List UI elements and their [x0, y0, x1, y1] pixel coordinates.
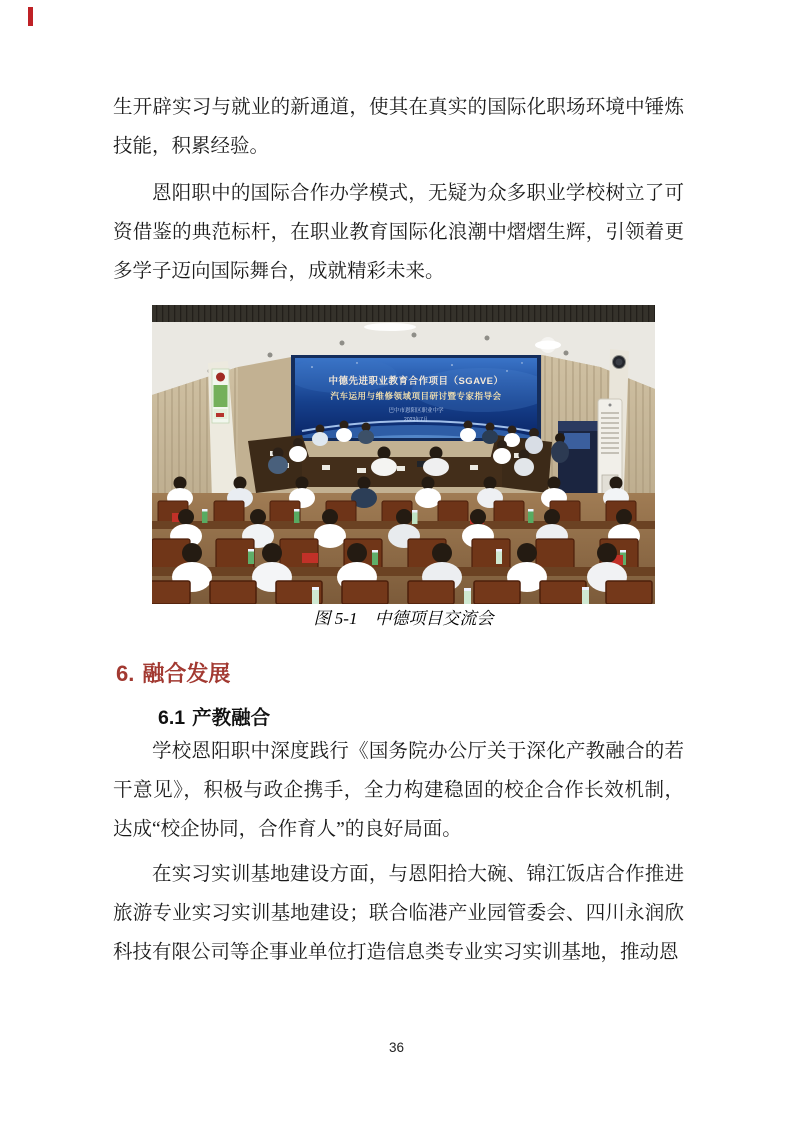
- paragraph-training-bases: 在实习实训基地建设方面，与恩阳拾大碗、锦江饭店合作推进旅游专业实习实训基地建设；联合临港产业园管委会、四川永润欣科技有限公司等企事业单位打造信息类专业实习实训基地，推动恩: [113, 864, 684, 963]
- subsection-heading-6-1: [158, 706, 270, 731]
- subsection-number: 6.1: [158, 707, 186, 729]
- figure-caption: 图 5-1 中德项目交流会: [313, 609, 494, 628]
- section-title: 融合发展: [142, 661, 231, 686]
- section-number: 6.: [116, 661, 135, 686]
- paragraph-industry-education: 学校恩阳职中深度践行《国务院办公厅关于深化产教融合的若干意见》，积极与政企携手，全力构建稳固的校企合作长效机制，达成“校企协同，合作育人”的良好局面。: [113, 741, 684, 840]
- section-heading-6: [116, 660, 230, 688]
- red-edit-mark: [28, 7, 33, 26]
- page-number: 36: [388, 1040, 405, 1055]
- screen-title-line1: 中德先进职业教育合作项目（SGAVE）: [328, 376, 504, 387]
- paragraph-internship-channel: 生开辟实习与就业的新通道，使其在真实的国际化职场环境中锤炼技能，积累经验。: [113, 97, 684, 157]
- ceiling-grille: [152, 305, 655, 322]
- screen-subtitle-line4: 2023年7月: [404, 417, 428, 423]
- meeting-room-photo: [152, 305, 655, 604]
- paragraph-international-model: 恩阳职中的国际合作办学模式，无疑为众多职业学校树立了可资借鉴的典范标杆，在职业教育国际化浪潮中熠熠生辉，引领着更多学子迈向国际舞台，成就精彩未来。: [113, 183, 684, 282]
- screen-title-line2: 汽车运用与维修领域项目研讨暨专家指导会: [330, 391, 502, 401]
- figure-photo-meeting: [152, 305, 655, 604]
- subsection-title: 产教融合: [192, 707, 271, 729]
- screen-subtitle-line3: 巴中市恩阳区职业中学: [388, 408, 444, 414]
